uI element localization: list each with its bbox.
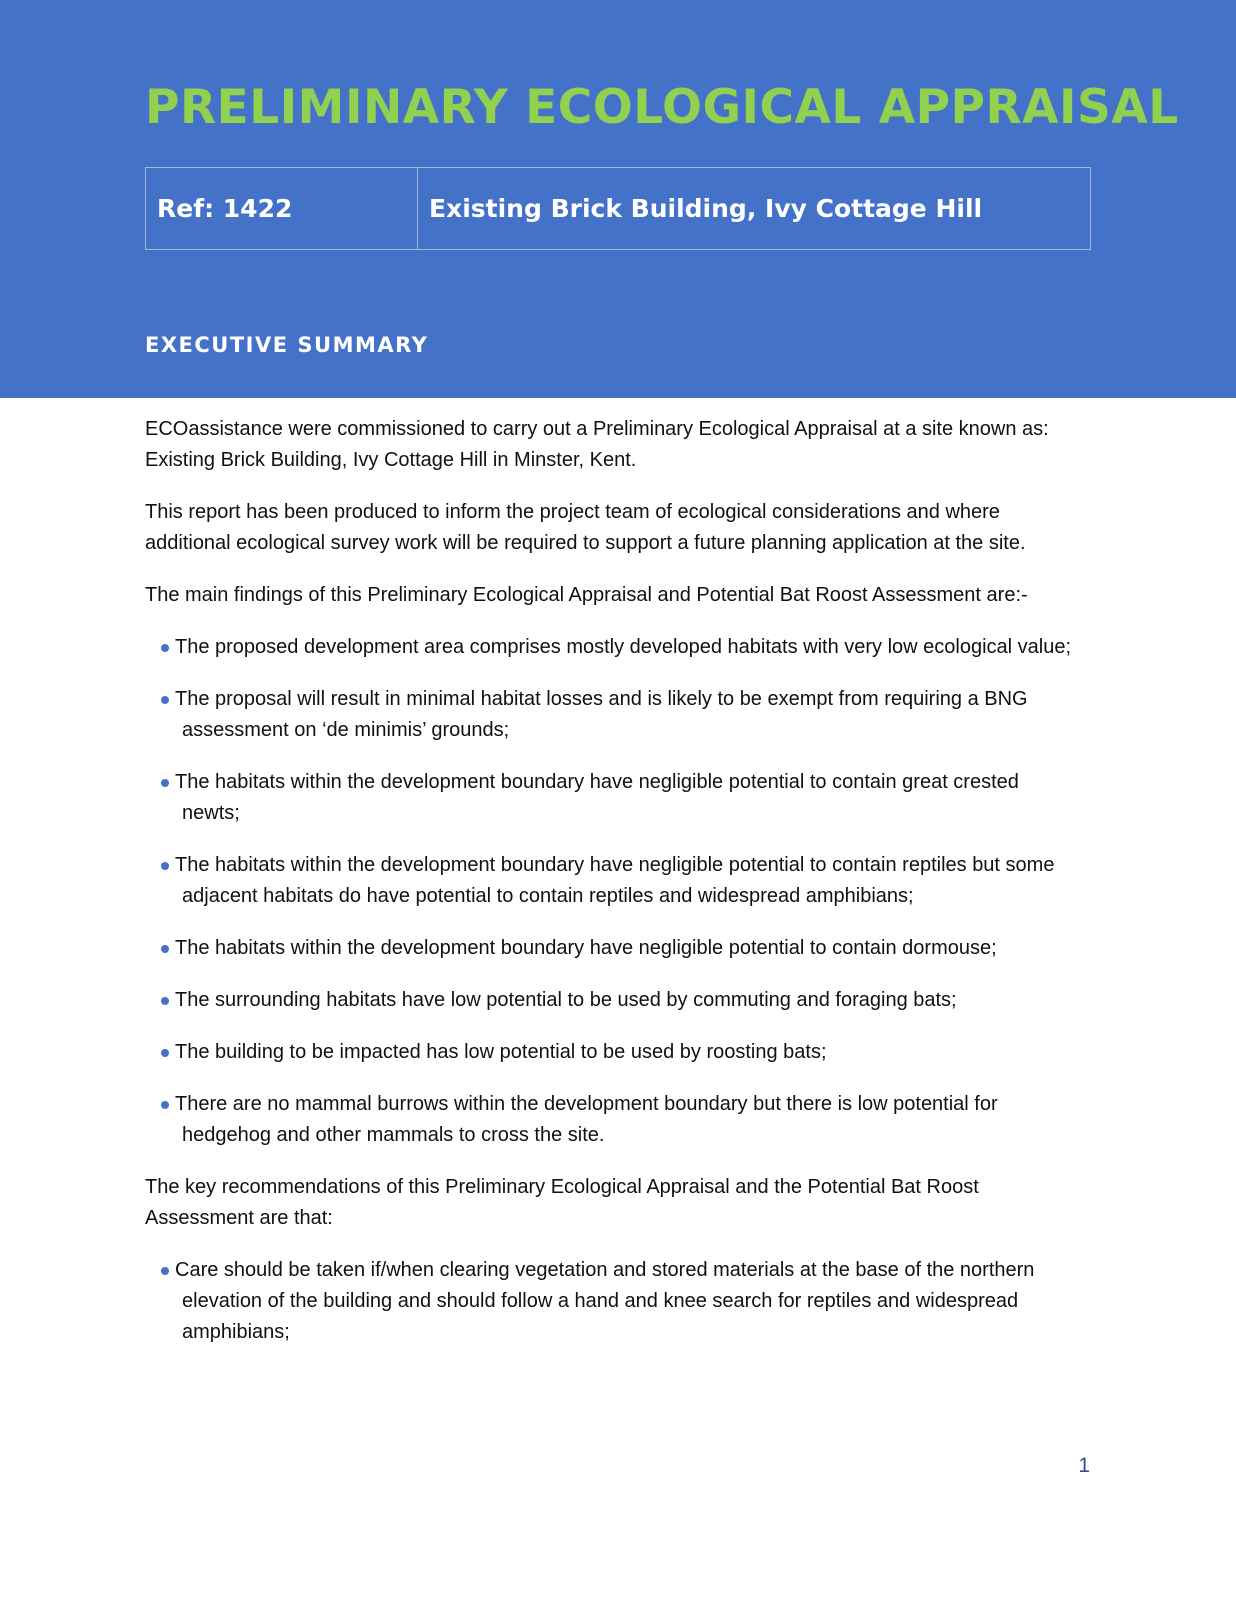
bullet-icon [161,997,169,1005]
recommendation-item [145,1255,1075,1348]
recommendations-list [145,1255,1075,1348]
finding-text: The building to be impacted has low potential to be used by roosting bats; [175,1041,827,1063]
findings-intro: The main findings of this Preliminary Ecological Appraisal and Potential Bat Roost Assessment are:- [145,584,1028,606]
reference-table [145,167,1091,250]
finding-text: There are no mammal burrows within the development boundary but there is low potential for hedgehog and other mammals to cross the site. [175,1093,998,1146]
section-heading-executive-summary: EXECUTIVE SUMMARY [145,333,429,357]
finding-item [145,684,1075,746]
page-number: 1 [1078,1454,1090,1477]
finding-text: The habitats within the development boundary have negligible potential to contain reptiles but some adjacent habitats do have potential to contain reptiles and widespread amphibians; [175,854,1055,907]
finding-item [145,985,1075,1016]
reference-row [146,168,1091,250]
findings-list [145,632,1075,1151]
bullet-icon [161,1267,169,1275]
bullet-icon [161,1049,169,1057]
site-name: Existing Brick Building, Ivy Cottage Hill [418,168,1091,250]
bullet-icon [161,779,169,787]
finding-item [145,1037,1075,1068]
recommendation-text: Care should be taken if/when clearing vegetation and stored materials at the base of the northern elevation of the building and should follow a hand and knee search for reptiles and widespread amphibians; [175,1259,1035,1343]
recommendations-intro: The key recommendations of this Preliminary Ecological Appraisal and the Potential Bat Roost Assessment are that: [145,1176,979,1229]
header-band [0,0,1236,398]
bullet-icon [161,945,169,953]
finding-item [145,850,1075,912]
finding-text: The habitats within the development boundary have negligible potential to contain dormouse; [175,937,997,959]
finding-item [145,933,1075,964]
bullet-icon [161,862,169,870]
finding-text: The proposed development area comprises mostly developed habitats with very low ecological value; [175,636,1072,658]
finding-item [145,1089,1075,1151]
executive-summary-body [145,414,1075,1369]
finding-text: The habitats within the development boundary have negligible potential to contain great crested newts; [175,771,1019,824]
reference-number: Ref: 1422 [146,168,418,250]
finding-item [145,632,1075,663]
intro-paragraph-2: This report has been produced to inform the project team of ecological considerations and where additional ecological survey work will be required to support a future planning application at the site. [145,501,1026,554]
intro-paragraph-1: ECOassistance were commissioned to carry out a Preliminary Ecological Appraisal at a site known as: Existing Brick Building, Ivy Cottage Hill in Minster, Kent. [145,418,1049,471]
document-title: PRELIMINARY ECOLOGICAL APPRAISAL [145,80,1179,135]
finding-text: The proposal will result in minimal habitat losses and is likely to be exempt from requiring a BNG assessment on ‘de minimis’ grounds; [175,688,1028,741]
bullet-icon [161,1101,169,1109]
bullet-icon [161,644,169,652]
finding-text: The surrounding habitats have low potential to be used by commuting and foraging bats; [175,989,957,1011]
bullet-icon [161,696,169,704]
finding-item [145,767,1075,829]
